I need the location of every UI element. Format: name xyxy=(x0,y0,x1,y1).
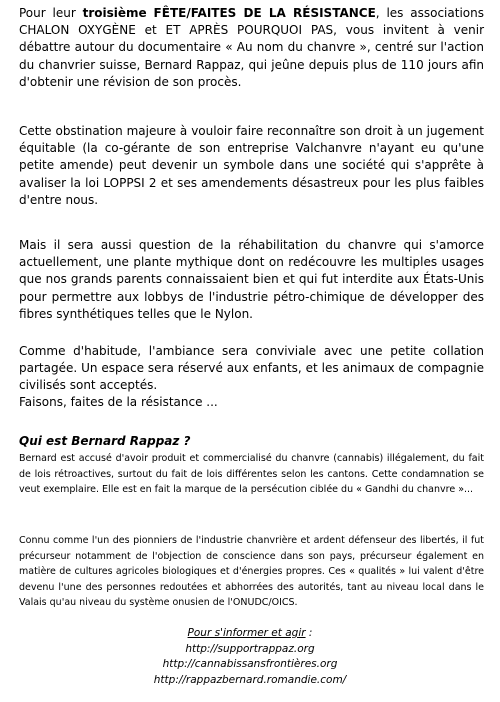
links-label-colon: : xyxy=(305,627,313,639)
link-cannabissansfrontieres[interactable]: http://cannabissansfrontières.org xyxy=(162,658,338,671)
link-rappazbernard[interactable]: http://rappazbernard.romandie.com/ xyxy=(153,673,347,686)
intro-bold-troisieme: troisième xyxy=(82,6,147,20)
bio-paragraph-1: Bernard est accusé d'avoir produit et commercialisé du chanvre (cannabis) illégalement, du fait de lois rétroactives, surtout du fait de lois différentes selon les cantons. Cette condamnation se veut exemplaire. Elle est en fait la marque de la persécution ciblée du « Gandhi du chanvre »... xyxy=(19,453,484,495)
links-label: Pour s'informer et agir xyxy=(187,627,306,639)
bio-heading: Qui est Bernard Rappaz ? xyxy=(19,434,191,448)
links-header xyxy=(0,626,500,642)
intro-bold-event-title: FÊTE/FAITES DE LA RÉSISTANCE xyxy=(153,6,376,20)
closing-line: Faisons, faites de la résistance ... xyxy=(19,395,218,409)
intro-text-start: Pour leur xyxy=(19,6,83,20)
paragraph-rehabilitation: Mais il sera aussi question de la réhabilitation du chanvre qui s'amorce actuellement, une plante mythique dont on redécouvre les multiples usages que nos grands parents connaissaient bien et qui fut interdite aux États-Unis pour permettre aux lobbys de l'industrie pétro-chimique de développer des fibres synthétiques telles que le Nylon. xyxy=(19,238,484,321)
bio-paragraph-2: Connu comme l'un des pionniers de l'industrie chanvrière et ardent défenseur des libertés, il fut précurseur notamment de l'objection de conscience dans son pays, précurseur également en matière de cultures agricoles biologiques et d'énergies propres. Ces « qualités » lui valent d'être devenu l'une des personnes redoutées et abhorrées des autorités, tant au niveau local dans le Valais qu'au niveau du système onusien de l'ONUDC/OICS. xyxy=(19,535,484,608)
intro-paragraph xyxy=(19,5,484,91)
links-section xyxy=(0,626,500,688)
intro-text-space xyxy=(147,6,154,20)
paragraph-ambiance: Comme d'habitude, l'ambiance sera conviviale avec une petite collation partagée. Un espace sera réservé aux enfants, et les animaux de compagnie civilisés sont acceptés. xyxy=(19,344,484,393)
link-supportrappaz[interactable]: http://supportrappaz.org xyxy=(185,642,315,655)
intro-text-rest: , les associations CHALON OXYGÈNE et ET APRÈS POURQUOI PAS, vous invitent à venir débattre autour du documentaire « Au nom du chanvre », centré sur l'action du chanvrier suisse, Bernard Rappaz, qui jeûne depuis plus de 110 jours afin d'obtenir une révision de son procès. xyxy=(19,6,484,89)
paragraph-obstination: Cette obstination majeure à vouloir faire reconnaître son droit à un jugement équitable (la co-gérante de son entreprise Valchanvre n'ayant eu qu'une petite amende) peut devenir un symbole dans une société qui s'apprête à avaliser la loi LOPPSI 2 et ses amendements désastreux pour les plus faibles d'entre nous. xyxy=(19,124,484,207)
